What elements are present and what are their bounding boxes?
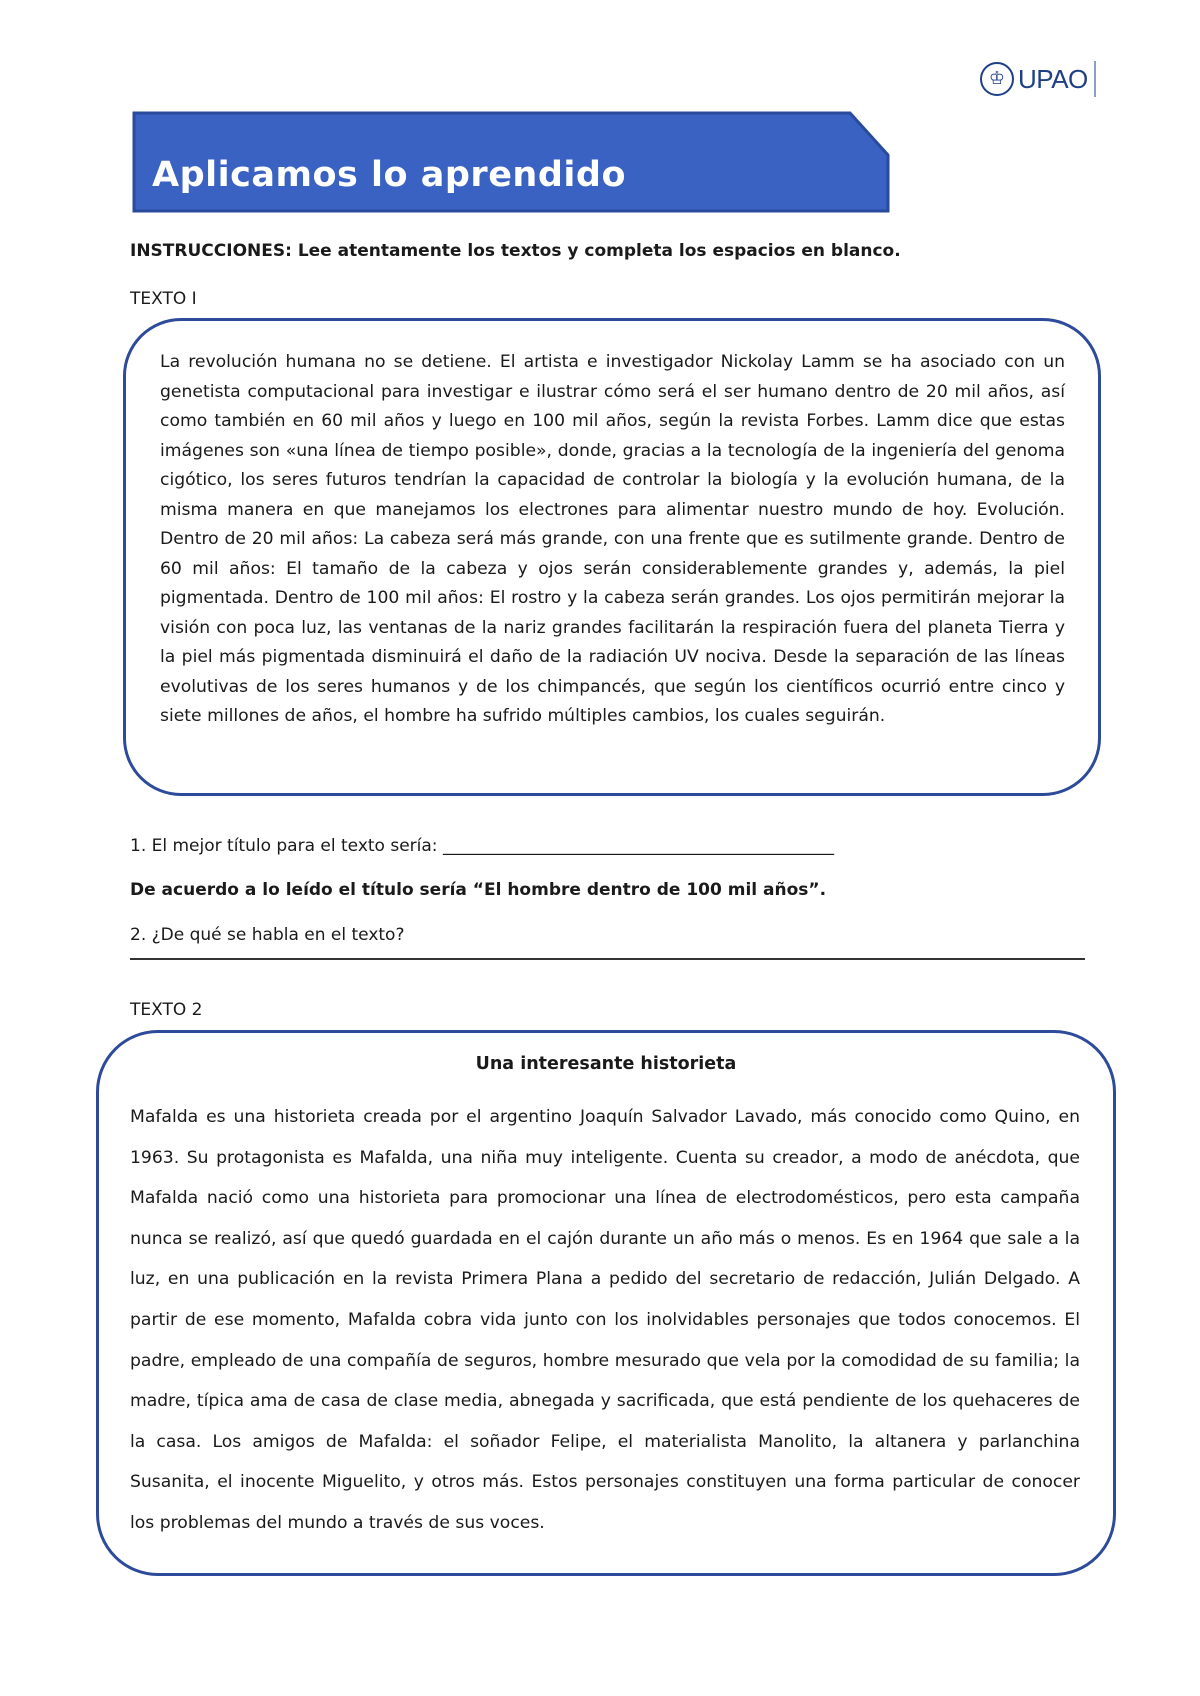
question2-answer-line xyxy=(130,958,1085,960)
texto2-title: Una interesante historieta xyxy=(475,1054,737,1074)
question1-prompt: 1. El mejor título para el texto sería: xyxy=(130,836,443,856)
question2-prompt: 2. ¿De qué se habla en el texto? xyxy=(130,925,405,945)
university-seal-icon: ♔ xyxy=(980,62,1014,96)
instructions: INSTRUCCIONES: Lee atentamente los textos y completa los espacios en blanco. xyxy=(130,241,901,261)
logo-divider xyxy=(1094,61,1096,97)
logo-text: UPAO xyxy=(1018,63,1088,94)
upao-logo xyxy=(980,54,1105,104)
question1-blank: ______________________________________________ xyxy=(442,836,834,856)
texto2-body: Mafalda es una historieta creada por el argentino Joaquín Salvador Lavado, más conocido como Quino, en 1963. Su protagonista es Mafalda, una niña muy inteligente. Cuenta su creador, a modo de anécdota, que Mafalda nació como una historieta para promocionar una línea de electrodomésticos, pero esta campaña nunca se realizó, así que quedó guardada en el cajón durante un año más o menos. Es en 1964 que sale a la luz, en una publicación en la revista Primera Plana a pedido del secretario de redacción, Julián Delgado. A partir de ese momento, Mafalda cobra vida junto con los inolvidables personajes que todos conocemos. El padre, empleado de una compañía de seguros, hombre mesurado que vela por la comodidad de su familia; la madre, típica ama de casa de clase media, abnegada y sacrificada, que está pendiente de los quehaceres de la casa. Los amigos de Mafalda: el soñador Felipe, el materialista Manolito, la altanera y parlanchina Susanita, el inocente Miguelito, y otros más. Estos personajes constituyen una forma particular de conocer los problemas del mundo a través de sus voces. xyxy=(130,1107,1080,1533)
texto1-body: La revolución humana no se detiene. El artista e investigador Nickolay Lamm se ha asociado con un genetista computacional para investigar e ilustrar cómo será el ser humano dentro de 20 mil años, así como también en 60 mil años y luego en 100 mil años, según la revista Forbes. Lamm dice que estas imágenes son «una línea de tiempo posible», donde, gracias a la tecnología de la ingeniería del genoma cigótico, los seres futuros tendrían la capacidad de controlar la biología y la evolución humana, de la misma manera en que manejamos los electrones para alimentar nuestro mundo de hoy. Evolución. Dentro de 20 mil años: La cabeza será más grande, con una frente que es sutilmente grande. Dentro de 60 mil años: El tamaño de la cabeza y ojos serán considerablemente grandes y, además, la piel pigmentada. Dentro de 100 mil años: El rostro y la cabeza serán grandes. Los ojos permitirán mejorar la visión con poca luz, las ventanas de la nariz grandes facilitarán la respiración fuera del planeta Tierra y la piel más pigmentada disminuirá el daño de la radiación UV nociva. Desde la separación de las líneas evolutivas de los seres humanos y de los chimpancés, que según los científicos ocurrió entre cinco y siete millones de años, el hombre ha sufrido múltiples cambios, los cuales seguirán. xyxy=(160,352,1065,726)
texto2-label: TEXTO 2 xyxy=(130,1000,203,1020)
banner-title: Aplicamos lo aprendido xyxy=(152,155,626,195)
section-banner xyxy=(132,111,892,215)
texto1-label: TEXTO I xyxy=(130,289,197,309)
question1 xyxy=(130,836,834,856)
question1-answer: De acuerdo a lo leído el título sería “El hombre dentro de 100 mil años”. xyxy=(130,880,827,900)
